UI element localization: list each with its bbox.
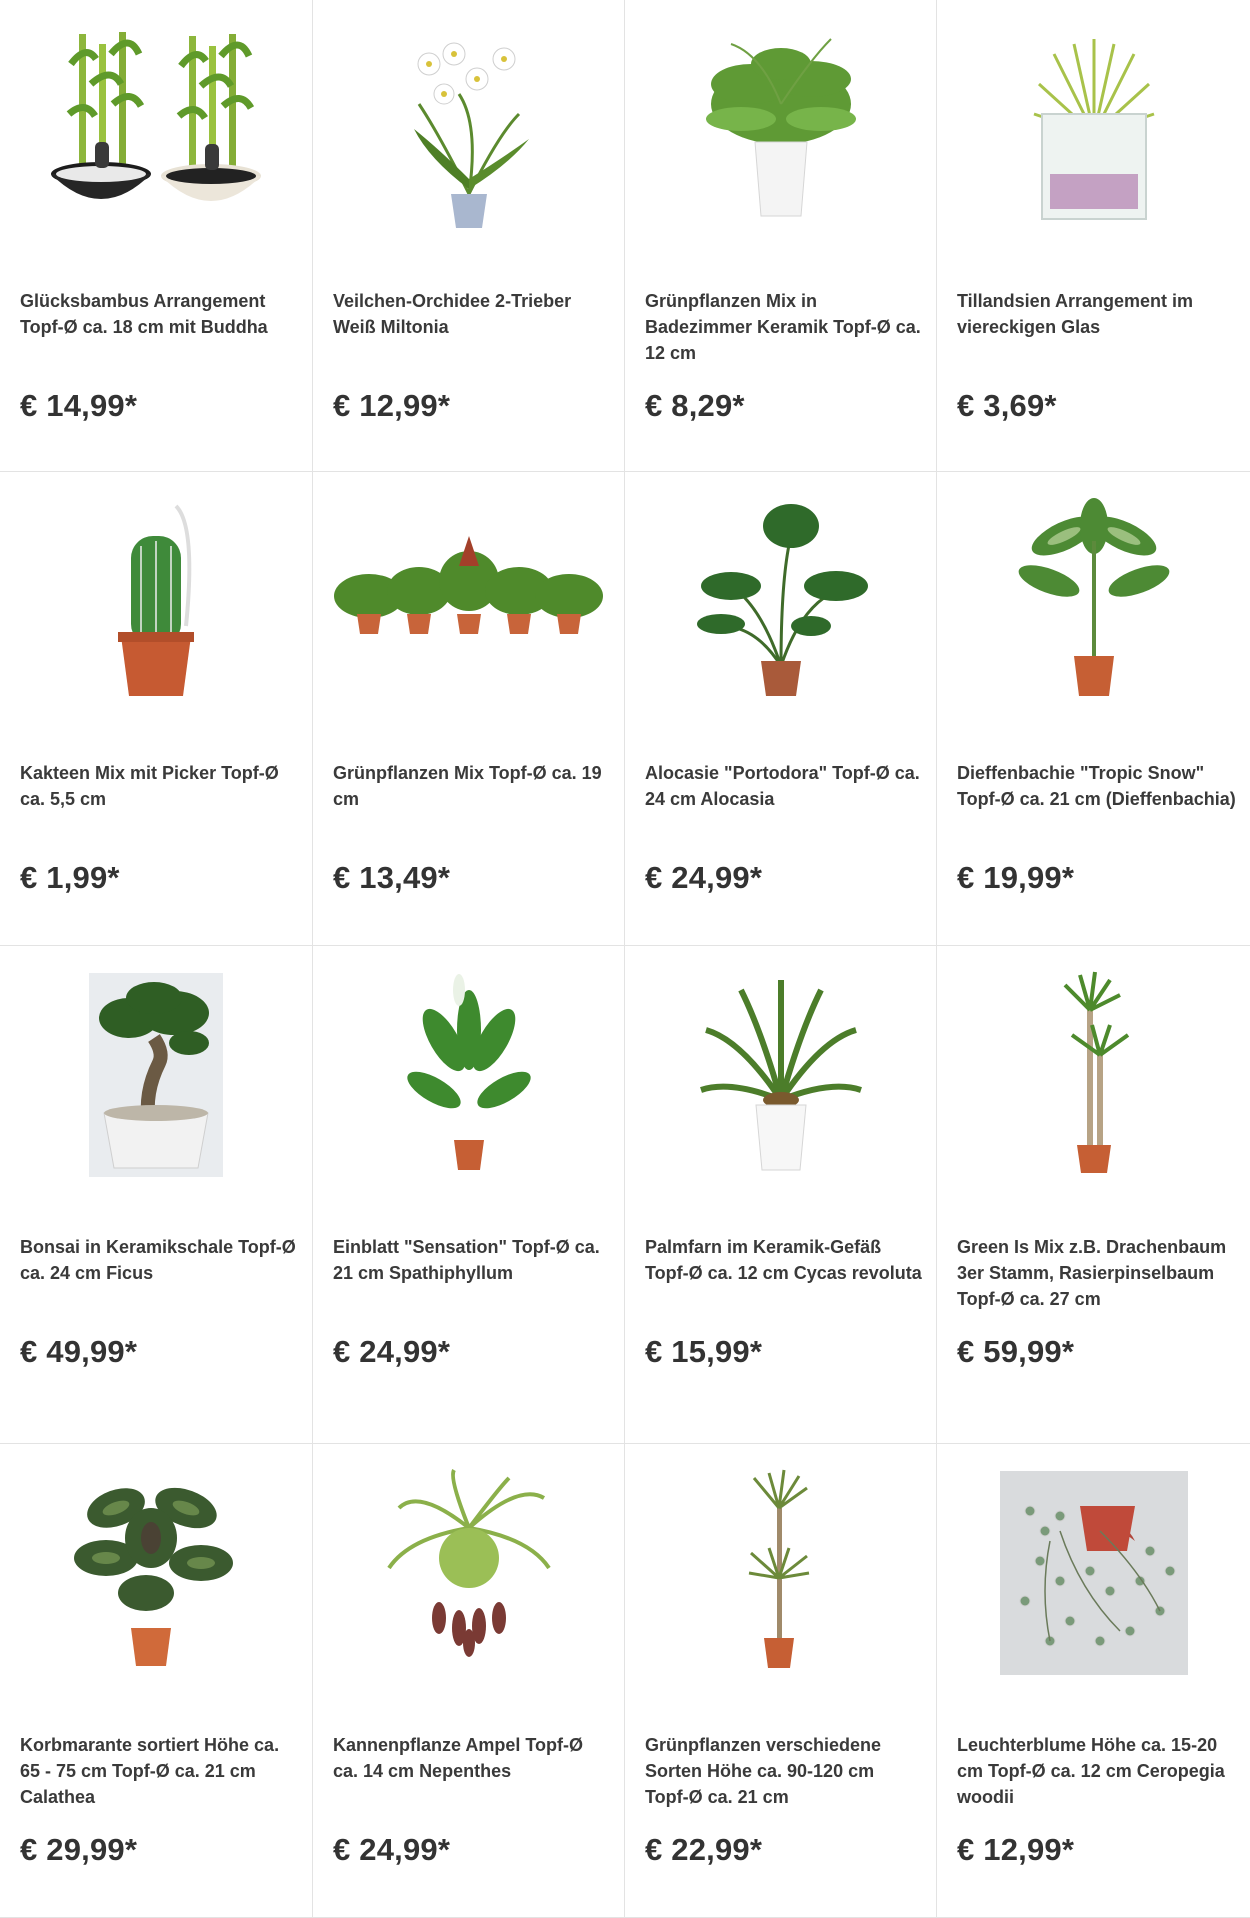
product-image[interactable] [625, 24, 936, 234]
product-title[interactable]: Bonsai in Keramikschale Topf-Ø ca. 24 cm Ficus [20, 1237, 296, 1283]
product-card[interactable] [313, 472, 625, 946]
product-price: € 19,99* [957, 860, 1075, 895]
product-image[interactable] [313, 970, 624, 1180]
product-card[interactable] [0, 946, 313, 1444]
product-card[interactable] [937, 0, 1250, 472]
product-price: € 13,49* [333, 860, 451, 895]
product-title[interactable]: Tillandsien Arrangement im viereckigen Glas [957, 291, 1194, 337]
fern-icon [691, 24, 871, 234]
product-title[interactable]: Glücksbambus Arrangement Topf-Ø ca. 18 cm mit Buddha [20, 291, 268, 337]
product-card[interactable] [625, 0, 937, 472]
product-image[interactable] [0, 970, 312, 1180]
cycas-icon [696, 970, 866, 1180]
product-title[interactable]: Leuchterblume Höhe ca. 15-20 cm Topf-Ø ca. 12 cm Ceropegia woodii [957, 1735, 1225, 1807]
calathea-icon [66, 1468, 246, 1678]
product-price: € 15,99* [645, 1334, 763, 1369]
product-image[interactable] [0, 1468, 312, 1678]
product-price: € 24,99* [333, 1334, 451, 1369]
product-price: € 24,99* [645, 860, 763, 895]
product-image[interactable] [313, 24, 624, 234]
product-card[interactable] [625, 472, 937, 946]
bonsai-icon [89, 973, 223, 1177]
product-title[interactable]: Kakteen Mix mit Picker Topf-Ø ca. 5,5 cm [20, 763, 279, 809]
pitcher-plant-icon [384, 1468, 554, 1678]
product-title[interactable]: Dieffenbachie "Tropic Snow" Topf-Ø ca. 21 cm (Dieffenbachia) [957, 763, 1236, 809]
product-image[interactable] [937, 970, 1250, 1180]
product-price: € 22,99* [645, 1832, 763, 1867]
product-image[interactable] [625, 496, 936, 706]
product-card[interactable] [625, 1444, 937, 1918]
product-image[interactable] [0, 496, 312, 706]
lucky-bamboo-icon [41, 24, 271, 234]
product-title[interactable]: Grünpflanzen Mix in Badezimmer Keramik Topf-Ø ca. 12 cm [645, 291, 921, 363]
product-image[interactable] [0, 24, 312, 234]
product-price: € 24,99* [333, 1832, 451, 1867]
product-title[interactable]: Grünpflanzen Mix Topf-Ø ca. 19 cm [333, 763, 602, 809]
product-card[interactable] [937, 1444, 1250, 1918]
product-card[interactable] [0, 1444, 313, 1918]
product-image[interactable] [625, 1468, 936, 1678]
product-card[interactable] [937, 472, 1250, 946]
product-image[interactable] [313, 1468, 624, 1678]
product-image[interactable] [313, 496, 624, 706]
product-card[interactable] [0, 0, 313, 472]
product-title[interactable]: Alocasie "Portodora" Topf-Ø ca. 24 cm Alocasia [645, 763, 920, 809]
air-plant-glass-icon [1014, 24, 1174, 234]
product-price: € 12,99* [333, 388, 451, 423]
product-title[interactable]: Green Is Mix z.B. Drachenbaum 3er Stamm, Rasierpinselbaum Topf-Ø ca. 27 cm [957, 1237, 1227, 1309]
product-price: € 59,99* [957, 1334, 1075, 1369]
product-card[interactable] [625, 946, 937, 1444]
product-title[interactable]: Korbmarante sortiert Höhe ca. 65 - 75 cm Topf-Ø ca. 21 cm Calathea [20, 1735, 280, 1807]
product-card[interactable] [313, 0, 625, 472]
product-price: € 12,99* [957, 1832, 1075, 1867]
dracaena-icon [731, 1468, 831, 1678]
product-price: € 8,29* [645, 388, 745, 423]
cactus-icon [96, 496, 216, 706]
product-image[interactable] [937, 1468, 1250, 1678]
product-card[interactable] [313, 946, 625, 1444]
product-price: € 14,99* [20, 388, 138, 423]
dieffenbachia-icon [1009, 496, 1179, 706]
product-card[interactable] [937, 946, 1250, 1444]
product-card[interactable] [0, 472, 313, 946]
product-image[interactable] [625, 970, 936, 1180]
yucca-icon [1049, 970, 1139, 1180]
alocasia-icon [691, 496, 871, 706]
product-price: € 29,99* [20, 1832, 138, 1867]
product-title[interactable]: Einblatt "Sensation" Topf-Ø ca. 21 cm Spathiphyllum [333, 1237, 600, 1283]
product-title[interactable]: Grünpflanzen verschiedene Sorten Höhe ca. 90-120 cm Topf-Ø ca. 21 cm [645, 1735, 882, 1807]
product-card[interactable] [313, 1444, 625, 1918]
product-image[interactable] [937, 496, 1250, 706]
product-title[interactable]: Kannenpflanze Ampel Topf-Ø ca. 14 cm Nepenthes [333, 1735, 583, 1781]
product-price: € 1,99* [20, 860, 120, 895]
orchid-icon [399, 24, 539, 234]
product-price: € 49,99* [20, 1334, 138, 1369]
ceropegia-icon [1000, 1471, 1188, 1675]
peace-lily-icon [404, 970, 534, 1180]
product-title[interactable]: Palmfarn im Keramik-Gefäß Topf-Ø ca. 12 cm Cycas revoluta [645, 1237, 922, 1283]
plant-group-icon [329, 496, 609, 706]
product-price: € 3,69* [957, 388, 1057, 423]
product-title[interactable]: Veilchen-Orchidee 2-Trieber Weiß Miltonia [333, 291, 572, 337]
product-image[interactable] [937, 24, 1250, 234]
